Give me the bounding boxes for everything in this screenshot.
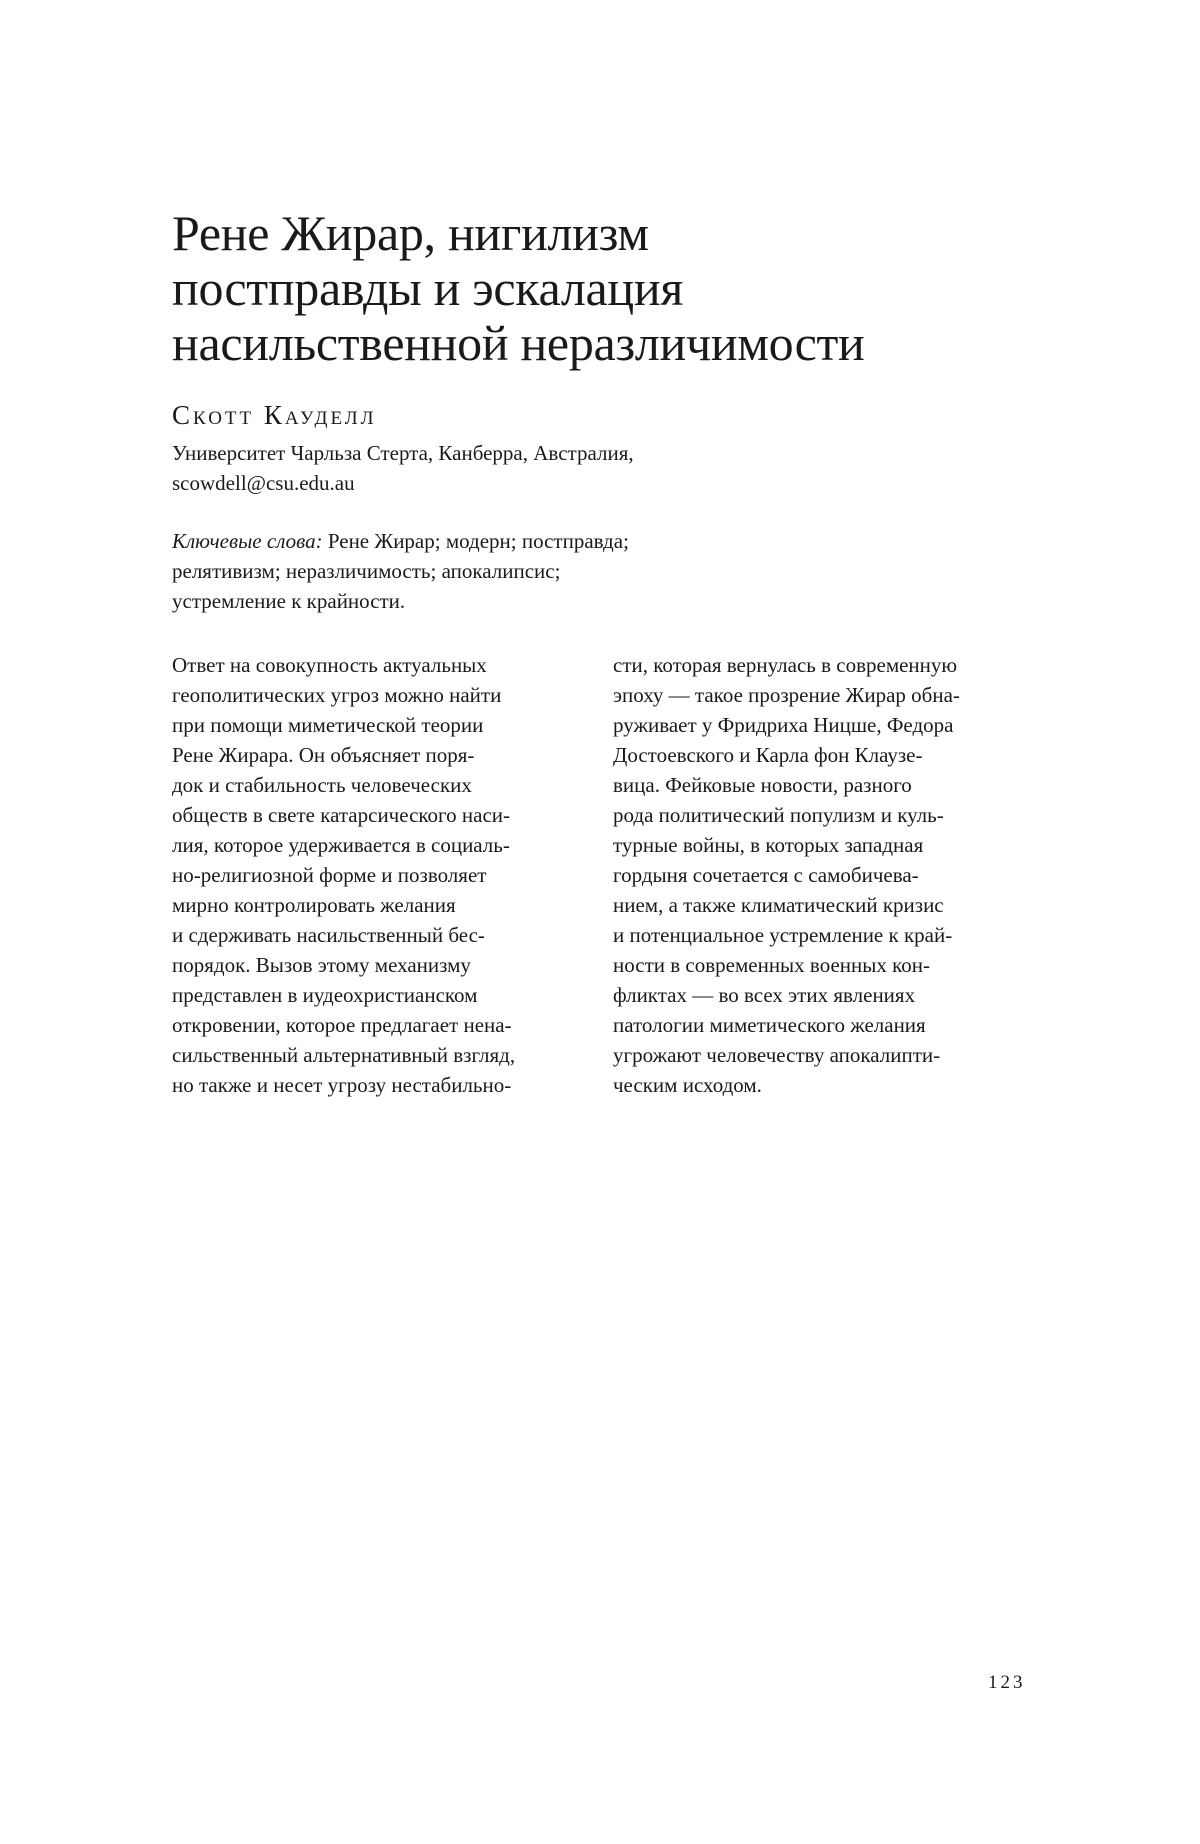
abstract-line: при помощи миметической теории [172,713,484,737]
abstract-line: руживает у Фридриха Ницше, Федора [613,713,954,737]
abstract-line: но-религиозной форме и позволяет [172,863,487,887]
author-name: Скотт Кауделл [172,400,377,430]
abstract-line: порядок. Вызов этому механизму [172,953,471,977]
abstract-line: Ответ на совокупность актуальных [172,653,487,677]
title-line: насильственной неразличимости [172,315,865,371]
abstract-line: нием, а также климатический кризис [613,893,944,917]
abstract-line: ческим исходом. [613,1073,762,1097]
abstract-line: но также и несет угрозу нестабильно- [172,1073,512,1097]
abstract-line: мирно контролировать желания [172,893,456,917]
author-email: scowdell@csu.edu.au [172,471,355,495]
abstract-line: гордыня сочетается с самобичева- [613,863,919,887]
author-affiliation [172,438,872,498]
keywords-text: Рене Жирар; модерн; постправда; [322,529,629,553]
abstract-line: фликтах — во всех этих явлениях [613,983,916,1007]
abstract-line: обществ в свете катарсического наси- [172,803,510,827]
abstract-line: вица. Фейковые новости, разного [613,773,912,797]
abstract-line: откровении, которое предлагает нена- [172,1013,512,1037]
page-number: 123 [988,1672,1026,1693]
abstract-line: лия, которое удерживается в социаль- [172,833,510,857]
abstract-line: док и стабильность человеческих [172,773,472,797]
affiliation-line: Университет Чарльза Стерта, Канберра, Австралия, [172,441,634,465]
abstract-line: Достоевского и Карла фон Клаузе- [613,743,923,767]
title-line: Рене Жирар, нигилизм [172,205,649,261]
abstract-line: представлен в иудеохристианском [172,983,478,1007]
keywords-line: релятивизм; неразличимость; апокалипсис; [172,559,561,583]
abstract-column-right [613,650,1033,1100]
abstract-line: и сдерживать насильственный бес- [172,923,485,947]
abstract-line: ности в современных военных кон- [613,953,930,977]
title-line: постправды и эскалация [172,260,684,316]
keywords-line: устремление к крайности. [172,589,406,613]
abstract-line: и потенциальное устремление к край- [613,923,953,947]
abstract-line: эпоху — такое прозрение Жирар обна- [613,683,960,707]
keywords-line [172,526,872,556]
abstract-line: угрожают человечеству апокалипти- [613,1043,941,1067]
abstract-line: патологии миметического желания [613,1013,926,1037]
keywords-block [172,526,872,616]
abstract-line: турные войны, в которых западная [613,833,924,857]
abstract-line: сти, которая вернулась в современную [613,653,958,677]
abstract-line: геополитических угроз можно найти [172,683,502,707]
article-title [172,206,1072,371]
abstract-line: сильственный альтернативный взгляд, [172,1043,516,1067]
keywords-label: Ключевые слова: [172,529,323,553]
abstract-line: рода политический популизм и куль- [613,803,944,827]
abstract-column-left [172,650,592,1100]
abstract-line: Рене Жирара. Он объясняет поря- [172,743,475,767]
